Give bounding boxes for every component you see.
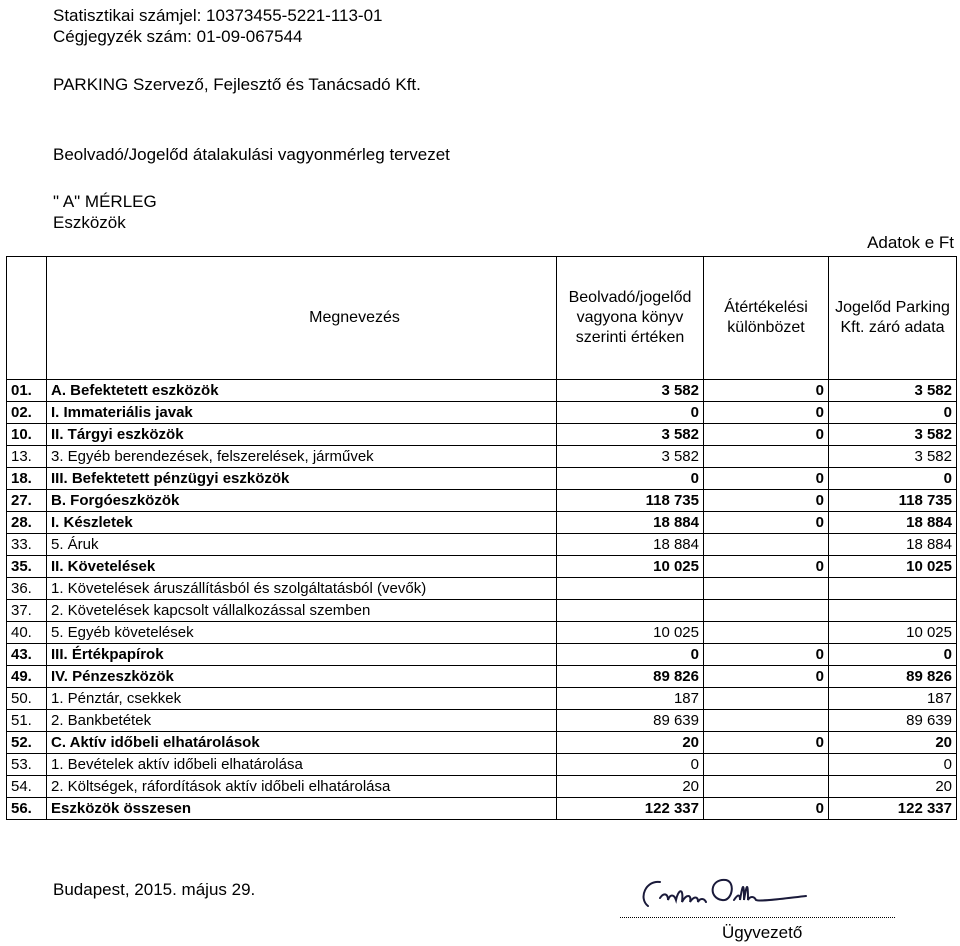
table-row <box>7 732 957 754</box>
row-closing: 118 735 <box>829 490 957 512</box>
row-revaluation <box>704 578 829 600</box>
row-revaluation: 0 <box>704 490 829 512</box>
row-revaluation: 0 <box>704 644 829 666</box>
row-code: 02. <box>7 402 47 424</box>
table-header-row <box>7 257 957 380</box>
row-book-value <box>557 578 704 600</box>
row-revaluation <box>704 688 829 710</box>
row-book-value: 118 735 <box>557 490 704 512</box>
row-code: 33. <box>7 534 47 556</box>
row-closing: 0 <box>829 754 957 776</box>
table-row <box>7 754 957 776</box>
table-row <box>7 688 957 710</box>
row-name: C. Aktív időbeli elhatárolások <box>47 732 557 754</box>
row-code: 49. <box>7 666 47 688</box>
table-row <box>7 512 957 534</box>
row-revaluation <box>704 754 829 776</box>
row-closing: 187 <box>829 688 957 710</box>
row-book-value: 187 <box>557 688 704 710</box>
table-row <box>7 600 957 622</box>
row-book-value <box>557 600 704 622</box>
row-revaluation: 0 <box>704 556 829 578</box>
row-name: III. Befektetett pénzügyi eszközök <box>47 468 557 490</box>
row-revaluation: 0 <box>704 380 829 402</box>
row-closing: 20 <box>829 776 957 798</box>
row-name: I. Immateriális javak <box>47 402 557 424</box>
place-and-date: Budapest, 2015. május 29. <box>53 880 256 899</box>
row-revaluation: 0 <box>704 798 829 820</box>
subsection-title: Eszközök <box>53 213 126 232</box>
row-name: 3. Egyéb berendezések, felszerelések, járművek <box>47 446 557 468</box>
row-name: 1. Pénztár, csekkek <box>47 688 557 710</box>
section-title: " A" MÉRLEG <box>53 192 157 211</box>
table-row <box>7 578 957 600</box>
balance-sheet-table <box>6 256 957 820</box>
row-closing: 3 582 <box>829 424 957 446</box>
row-name: A. Befektetett eszközök <box>47 380 557 402</box>
row-name: 2. Követelések kapcsolt vállalkozással szemben <box>47 600 557 622</box>
row-name: 1. Bevételek aktív időbeli elhatárolása <box>47 754 557 776</box>
row-revaluation: 0 <box>704 402 829 424</box>
row-closing: 10 025 <box>829 556 957 578</box>
row-code: 37. <box>7 600 47 622</box>
table-row <box>7 468 957 490</box>
row-name: I. Készletek <box>47 512 557 534</box>
header-closing: Jogelőd Parking Kft. záró adata <box>829 257 957 380</box>
statistical-number: Statisztikai számjel: 10373455-5221-113-01 <box>53 6 383 25</box>
row-book-value: 0 <box>557 468 704 490</box>
row-book-value: 18 884 <box>557 534 704 556</box>
row-code: 13. <box>7 446 47 468</box>
row-closing: 18 884 <box>829 534 957 556</box>
row-book-value: 89 826 <box>557 666 704 688</box>
row-closing: 20 <box>829 732 957 754</box>
row-name: II. Tárgyi eszközök <box>47 424 557 446</box>
row-closing <box>829 578 957 600</box>
row-code: 28. <box>7 512 47 534</box>
row-closing: 18 884 <box>829 512 957 534</box>
row-name: III. Értékpapírok <box>47 644 557 666</box>
header-name: Megnevezés <box>47 257 557 380</box>
row-revaluation <box>704 446 829 468</box>
row-code: 18. <box>7 468 47 490</box>
row-code: 51. <box>7 710 47 732</box>
row-book-value: 20 <box>557 732 704 754</box>
row-name: 1. Követelések áruszállításból és szolgáltatásból (vevők) <box>47 578 557 600</box>
row-name: 2. Bankbetétek <box>47 710 557 732</box>
company-name: PARKING Szervező, Fejlesztő és Tanácsadó Kft. <box>53 75 421 94</box>
row-name: Eszközök összesen <box>47 798 557 820</box>
table-row <box>7 490 957 512</box>
table-row <box>7 380 957 402</box>
row-code: 54. <box>7 776 47 798</box>
row-book-value: 20 <box>557 776 704 798</box>
header-revaluation: Átértékelési különbözet <box>704 257 829 380</box>
row-code: 40. <box>7 622 47 644</box>
row-closing <box>829 600 957 622</box>
row-code: 35. <box>7 556 47 578</box>
signer-role: Ügyvezető <box>722 923 803 942</box>
table-row <box>7 644 957 666</box>
row-code: 56. <box>7 798 47 820</box>
table-row <box>7 666 957 688</box>
row-code: 43. <box>7 644 47 666</box>
signature-line <box>620 917 895 918</box>
row-code: 53. <box>7 754 47 776</box>
row-closing: 0 <box>829 468 957 490</box>
row-book-value: 10 025 <box>557 556 704 578</box>
row-code: 50. <box>7 688 47 710</box>
table-row <box>7 622 957 644</box>
table-row <box>7 776 957 798</box>
row-closing: 0 <box>829 644 957 666</box>
row-book-value: 122 337 <box>557 798 704 820</box>
row-book-value: 3 582 <box>557 380 704 402</box>
row-book-value: 0 <box>557 402 704 424</box>
row-book-value: 89 639 <box>557 710 704 732</box>
row-revaluation: 0 <box>704 732 829 754</box>
row-book-value: 18 884 <box>557 512 704 534</box>
row-name: 5. Áruk <box>47 534 557 556</box>
row-code: 52. <box>7 732 47 754</box>
table-row <box>7 710 957 732</box>
row-code: 27. <box>7 490 47 512</box>
row-code: 10. <box>7 424 47 446</box>
row-book-value: 3 582 <box>557 424 704 446</box>
row-revaluation: 0 <box>704 666 829 688</box>
row-code: 01. <box>7 380 47 402</box>
signature <box>638 868 808 916</box>
header-book-value: Beolvadó/jogelőd vagyona könyv szerinti értéken <box>557 257 704 380</box>
row-closing: 89 826 <box>829 666 957 688</box>
row-book-value: 3 582 <box>557 446 704 468</box>
row-revaluation: 0 <box>704 424 829 446</box>
row-closing: 89 639 <box>829 710 957 732</box>
row-revaluation <box>704 534 829 556</box>
row-name: IV. Pénzeszközök <box>47 666 557 688</box>
row-revaluation <box>704 776 829 798</box>
company-registry-number: Cégjegyzék szám: 01-09-067544 <box>53 27 303 46</box>
document-title: Beolvadó/Jogelőd átalakulási vagyonmérleg tervezet <box>53 145 450 164</box>
table-row <box>7 798 957 820</box>
row-closing: 10 025 <box>829 622 957 644</box>
table-row <box>7 446 957 468</box>
row-name: II. Követelések <box>47 556 557 578</box>
row-closing: 3 582 <box>829 446 957 468</box>
table-row <box>7 402 957 424</box>
table-row <box>7 534 957 556</box>
unit-label: Adatok e Ft <box>867 233 954 252</box>
row-revaluation <box>704 710 829 732</box>
row-book-value: 0 <box>557 644 704 666</box>
row-closing: 0 <box>829 402 957 424</box>
table-row <box>7 424 957 446</box>
header-code <box>7 257 47 380</box>
table-row <box>7 556 957 578</box>
row-closing: 3 582 <box>829 380 957 402</box>
row-book-value: 10 025 <box>557 622 704 644</box>
row-revaluation: 0 <box>704 468 829 490</box>
row-revaluation <box>704 622 829 644</box>
row-book-value: 0 <box>557 754 704 776</box>
row-code: 36. <box>7 578 47 600</box>
row-revaluation: 0 <box>704 512 829 534</box>
row-name: 2. Költségek, ráfordítások aktív időbeli elhatárolása <box>47 776 557 798</box>
row-closing: 122 337 <box>829 798 957 820</box>
row-name: B. Forgóeszközök <box>47 490 557 512</box>
row-name: 5. Egyéb követelések <box>47 622 557 644</box>
row-revaluation <box>704 600 829 622</box>
